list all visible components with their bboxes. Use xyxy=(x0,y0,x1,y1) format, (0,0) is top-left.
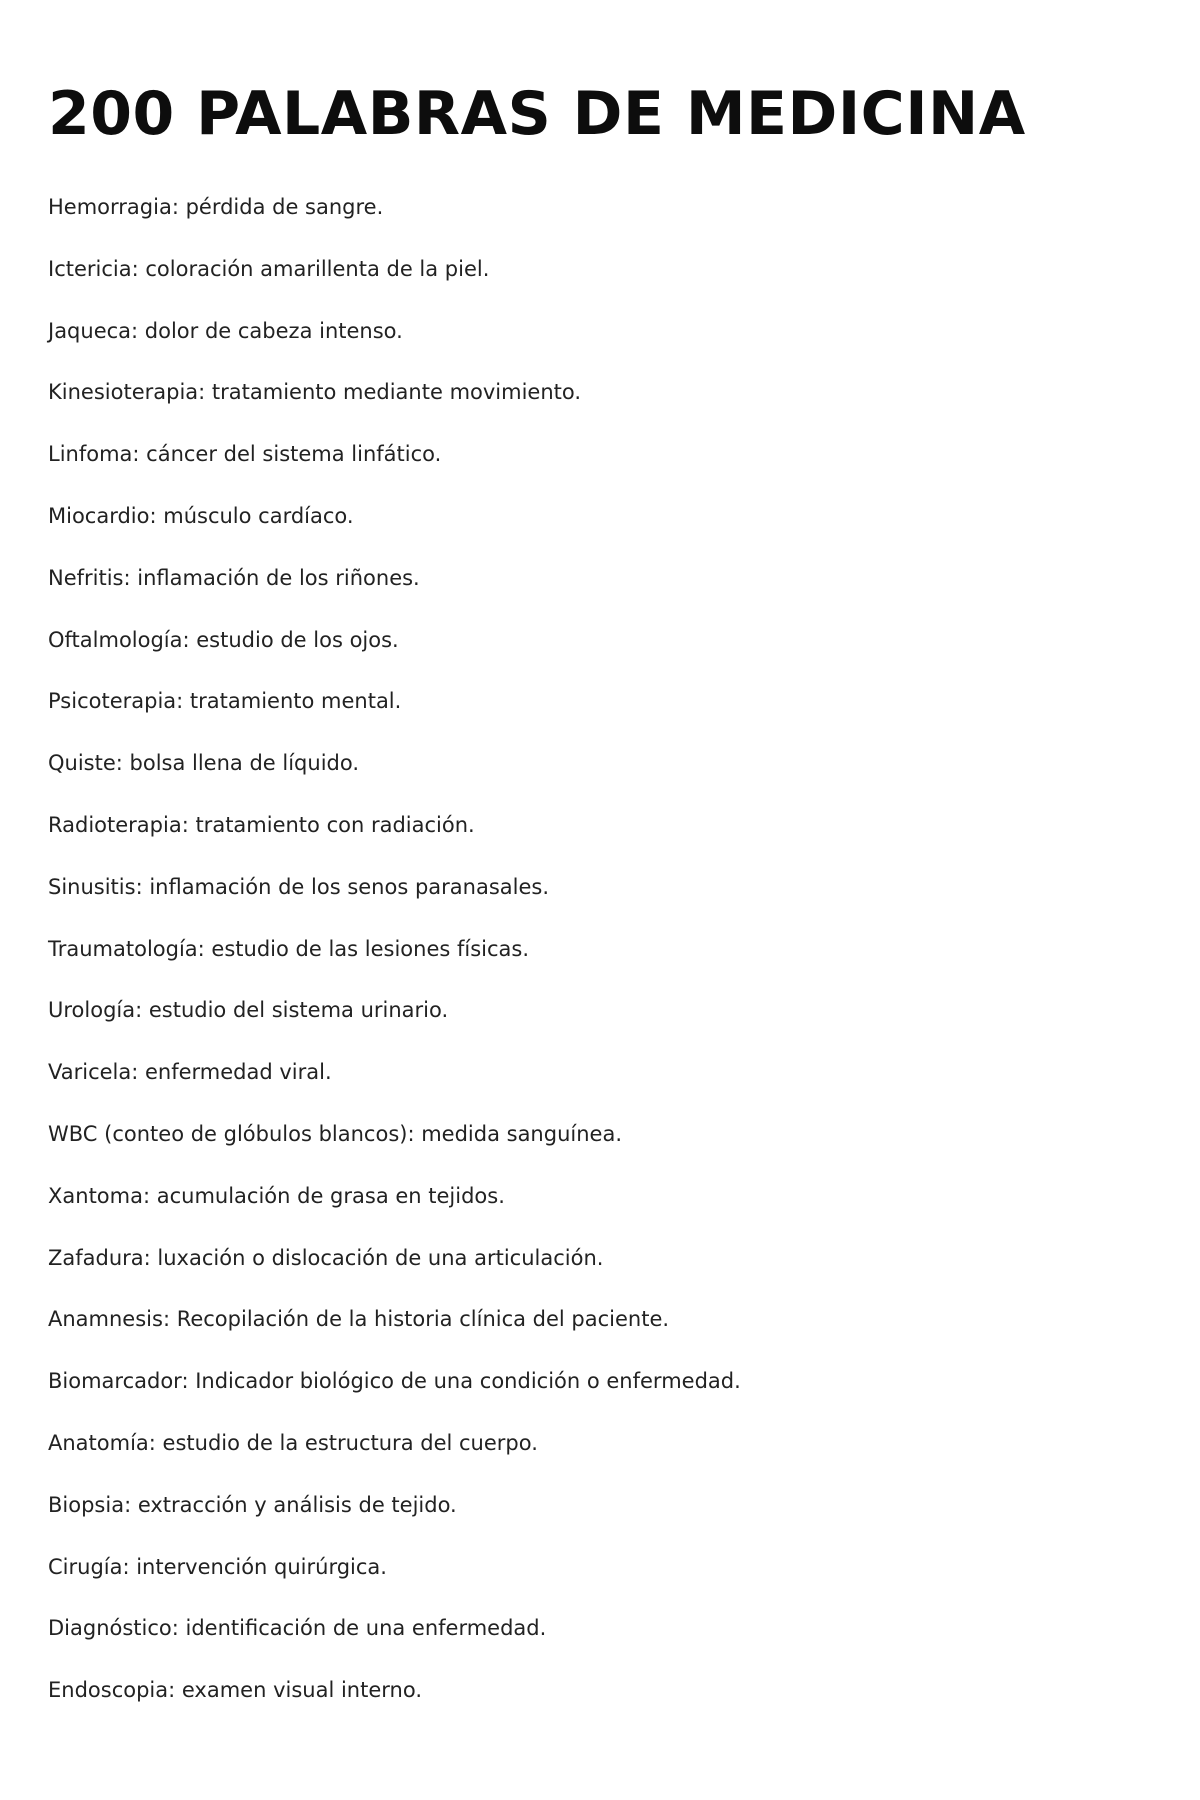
glossary-entry: Zafadura: luxación o dislocación de una articulación. xyxy=(48,1245,604,1270)
glossary-entry: Xantoma: acumulación de grasa en tejidos. xyxy=(48,1183,505,1208)
glossary-entry: Anamnesis: Recopilación de la historia clínica del paciente. xyxy=(48,1307,670,1332)
glossary-entry: Miocardio: músculo cardíaco. xyxy=(48,503,354,528)
glossary-entry: Varicela: enfermedad viral. xyxy=(48,1060,332,1085)
glossary-entry: Anatomía: estudio de la estructura del cuerpo. xyxy=(48,1430,538,1455)
glossary-entry: Quiste: bolsa llena de líquido. xyxy=(48,751,360,776)
glossary-entry: Traumatología: estudio de las lesiones físicas. xyxy=(48,936,530,961)
glossary-entry: Urología: estudio del sistema urinario. xyxy=(48,998,449,1023)
glossary-entry: Oftalmología: estudio de los ojos. xyxy=(48,627,399,652)
glossary-entry: Jaqueca: dolor de cabeza intenso. xyxy=(48,318,403,343)
glossary-entry: Diagnóstico: identificación de una enfermedad. xyxy=(48,1616,547,1641)
glossary-entry: WBC (conteo de glóbulos blancos): medida sanguínea. xyxy=(48,1121,622,1146)
glossary-entry: Biopsia: extracción y análisis de tejido. xyxy=(48,1492,457,1517)
glossary-entry: Sinusitis: inflamación de los senos paranasales. xyxy=(48,874,550,899)
glossary-entry: Radioterapia: tratamiento con radiación. xyxy=(48,812,475,837)
glossary-entry: Psicoterapia: tratamiento mental. xyxy=(48,689,402,714)
glossary-entry: Nefritis: inflamación de los riñones. xyxy=(48,565,420,590)
glossary-entry: Ictericia: coloración amarillenta de la piel. xyxy=(48,256,490,281)
document-title: 200 PALABRAS DE MEDICINA xyxy=(48,79,1026,149)
glossary-entry: Endoscopia: examen visual interno. xyxy=(48,1678,423,1703)
glossary-entry: Linfoma: cáncer del sistema linfático. xyxy=(48,442,442,467)
glossary-list xyxy=(48,194,1200,1703)
glossary-entry: Cirugía: intervención quirúrgica. xyxy=(48,1554,387,1579)
glossary-entry: Kinesioterapia: tratamiento mediante movimiento. xyxy=(48,380,582,405)
glossary-entry: Biomarcador: Indicador biológico de una condición o enfermedad. xyxy=(48,1369,741,1394)
glossary-entry: Hemorragia: pérdida de sangre. xyxy=(48,195,384,219)
